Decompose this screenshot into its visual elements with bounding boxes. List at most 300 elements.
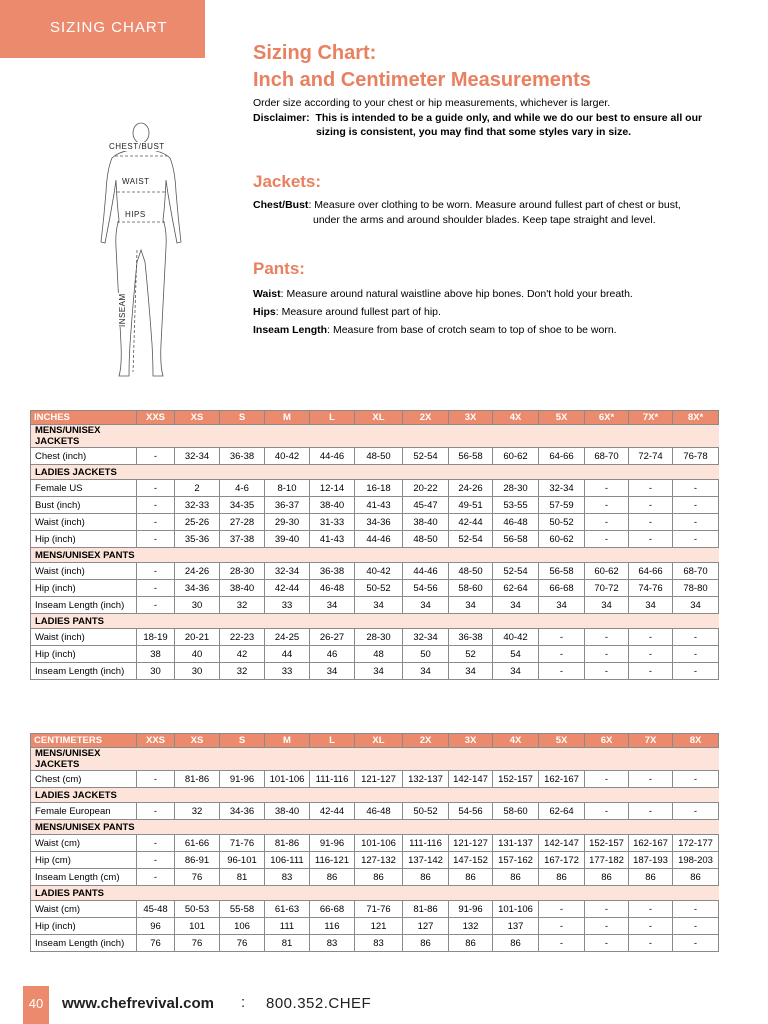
- size-header: 6X*: [585, 411, 629, 425]
- size-cell: 54-56: [449, 803, 493, 820]
- size-cell: 86: [539, 869, 585, 886]
- table-row: [31, 869, 719, 886]
- size-cell: 106-111: [265, 852, 310, 869]
- size-cell: -: [673, 663, 719, 680]
- size-cell: 162-167: [629, 835, 673, 852]
- size-header: XS: [175, 734, 220, 748]
- size-cell: 42-44: [449, 514, 493, 531]
- size-cell: 81-86: [403, 901, 449, 918]
- size-cell: 64-66: [539, 448, 585, 465]
- hips-label: HIPS: [125, 210, 146, 219]
- size-cell: 41-43: [310, 531, 355, 548]
- size-cell: -: [585, 901, 629, 918]
- size-cell: 101-106: [265, 771, 310, 788]
- row-label: Hip (inch): [31, 580, 137, 597]
- row-label: Waist (inch): [31, 563, 137, 580]
- section-row: [31, 614, 719, 629]
- pants-title: Pants:: [253, 259, 305, 278]
- size-cell: 132: [449, 918, 493, 935]
- size-cell: 39-40: [265, 531, 310, 548]
- size-cell: 172-177: [673, 835, 719, 852]
- row-label: Hip (inch): [31, 531, 137, 548]
- size-cell: 101-106: [493, 901, 539, 918]
- section-label: LADIES JACKETS: [31, 788, 137, 803]
- row-label: Waist (cm): [31, 835, 137, 852]
- size-cell: 83: [310, 935, 355, 952]
- size-cell: -: [673, 531, 719, 548]
- website-link[interactable]: www.chefrevival.com: [62, 995, 215, 1012]
- size-cell: 46: [310, 646, 355, 663]
- size-cell: -: [585, 935, 629, 952]
- size-cell: 142-147: [449, 771, 493, 788]
- size-cell: 81: [265, 935, 310, 952]
- size-cell: 28-30: [220, 563, 265, 580]
- section-label: MENS/UNISEX JACKETS: [31, 748, 137, 771]
- body-figure: [95, 122, 187, 384]
- size-cell: 152-157: [585, 835, 629, 852]
- size-cell: 18-19: [137, 629, 175, 646]
- size-cell: 157-162: [493, 852, 539, 869]
- size-cell: -: [629, 480, 673, 497]
- size-header: 7X: [629, 734, 673, 748]
- table-row: [31, 480, 719, 497]
- size-cell: 36-38: [310, 563, 355, 580]
- size-cell: 86: [449, 935, 493, 952]
- size-cell: -: [673, 646, 719, 663]
- section-fill: [137, 425, 719, 448]
- size-header: XL: [355, 734, 403, 748]
- row-label: Hip (inch): [31, 646, 137, 663]
- section-row: [31, 548, 719, 563]
- phone-number: 800.352.CHEF: [266, 995, 372, 1012]
- size-cell: -: [585, 771, 629, 788]
- size-cell: 64-66: [629, 563, 673, 580]
- size-cell: 28-30: [493, 480, 539, 497]
- size-cell: -: [137, 580, 175, 597]
- size-cell: 38-40: [220, 580, 265, 597]
- size-cell: 86: [310, 869, 355, 886]
- size-cell: 131-137: [493, 835, 539, 852]
- size-cell: 34: [355, 597, 403, 614]
- size-cell: 86: [403, 935, 449, 952]
- size-cell: -: [137, 514, 175, 531]
- size-header: 3X: [449, 734, 493, 748]
- size-cell: -: [539, 663, 585, 680]
- size-cell: 96-101: [220, 852, 265, 869]
- size-cell: -: [137, 563, 175, 580]
- size-header: 4X: [493, 734, 539, 748]
- size-header: S: [220, 411, 265, 425]
- size-cell: -: [137, 835, 175, 852]
- size-cell: 26-27: [310, 629, 355, 646]
- size-cell: -: [585, 514, 629, 531]
- page-footer: [0, 986, 768, 1024]
- size-cell: 71-76: [220, 835, 265, 852]
- size-cell: -: [629, 514, 673, 531]
- size-header: 6X: [585, 734, 629, 748]
- size-cell: 86: [673, 869, 719, 886]
- size-cell: -: [629, 531, 673, 548]
- size-cell: 34-35: [220, 497, 265, 514]
- table-row: [31, 497, 719, 514]
- size-cell: 86: [629, 869, 673, 886]
- size-cell: 44-46: [403, 563, 449, 580]
- size-cell: -: [539, 646, 585, 663]
- size-cell: 34: [493, 663, 539, 680]
- size-header: 4X: [493, 411, 539, 425]
- size-cell: 60-62: [493, 448, 539, 465]
- size-cell: 36-38: [449, 629, 493, 646]
- size-cell: 2: [175, 480, 220, 497]
- size-cell: 61-66: [175, 835, 220, 852]
- section-fill: [137, 886, 719, 901]
- size-cell: 68-70: [585, 448, 629, 465]
- size-header: 2X: [403, 734, 449, 748]
- size-cell: -: [673, 771, 719, 788]
- size-header: L: [310, 411, 355, 425]
- size-cell: -: [137, 803, 175, 820]
- table-header-row: [31, 734, 719, 748]
- size-cell: 91-96: [220, 771, 265, 788]
- table-row: [31, 935, 719, 952]
- size-cell: 50-53: [175, 901, 220, 918]
- size-cell: 72-74: [629, 448, 673, 465]
- size-cell: -: [629, 803, 673, 820]
- size-cell: 60-62: [585, 563, 629, 580]
- row-label: Inseam Length (inch): [31, 663, 137, 680]
- inches-size-table: [30, 410, 719, 680]
- table-row: [31, 597, 719, 614]
- size-cell: -: [585, 629, 629, 646]
- section-fill: [137, 820, 719, 835]
- table-row: [31, 771, 719, 788]
- size-cell: 48-50: [355, 448, 403, 465]
- size-cell: 49-51: [449, 497, 493, 514]
- size-cell: 68-70: [673, 563, 719, 580]
- size-cell: 34: [310, 663, 355, 680]
- size-cell: 38-40: [265, 803, 310, 820]
- size-cell: 137-142: [403, 852, 449, 869]
- size-cell: 91-96: [449, 901, 493, 918]
- table-header-row: [31, 411, 719, 425]
- section-label: LADIES JACKETS: [31, 465, 137, 480]
- size-cell: 52-54: [493, 563, 539, 580]
- size-cell: -: [629, 629, 673, 646]
- size-cell: 52: [449, 646, 493, 663]
- size-cell: 81: [220, 869, 265, 886]
- footer-separator: :: [241, 994, 246, 1011]
- size-cell: 34: [449, 597, 493, 614]
- section-row: [31, 820, 719, 835]
- table-row: [31, 803, 719, 820]
- size-cell: 40-42: [265, 448, 310, 465]
- size-cell: 48-50: [403, 531, 449, 548]
- row-label: Female US: [31, 480, 137, 497]
- intro-block: [253, 96, 723, 140]
- size-header: XXS: [137, 734, 175, 748]
- size-cell: 91-96: [310, 835, 355, 852]
- size-cell: 34: [539, 597, 585, 614]
- size-cell: 36-37: [265, 497, 310, 514]
- size-cell: 81-86: [175, 771, 220, 788]
- size-cell: 86: [403, 869, 449, 886]
- size-cell: -: [539, 935, 585, 952]
- section-row: [31, 465, 719, 480]
- waist-text: : Measure around natural waistline above hip bones. Don't hold your breath.: [280, 288, 633, 300]
- size-cell: 198-203: [673, 852, 719, 869]
- size-cell: 12-14: [310, 480, 355, 497]
- size-cell: 32-33: [175, 497, 220, 514]
- size-cell: -: [539, 918, 585, 935]
- size-cell: 24-26: [449, 480, 493, 497]
- size-cell: 34: [310, 597, 355, 614]
- centimeters-size-table: [30, 733, 719, 952]
- section-fill: [137, 465, 719, 480]
- size-cell: 52-54: [449, 531, 493, 548]
- section-tab-label: SIZING CHART: [50, 19, 168, 36]
- size-header: S: [220, 734, 265, 748]
- size-cell: 142-147: [539, 835, 585, 852]
- chest-bust-label: CHEST/BUST: [109, 142, 165, 151]
- pants-description: [253, 285, 723, 339]
- size-cell: 86-91: [175, 852, 220, 869]
- size-header: 7X*: [629, 411, 673, 425]
- table-row: [31, 580, 719, 597]
- row-label: Chest (inch): [31, 448, 137, 465]
- size-cell: 50-52: [539, 514, 585, 531]
- size-header: L: [310, 734, 355, 748]
- row-label: Inseam Length (cm): [31, 869, 137, 886]
- table-row: [31, 629, 719, 646]
- size-cell: 57-59: [539, 497, 585, 514]
- size-cell: 101: [175, 918, 220, 935]
- size-cell: 30: [175, 663, 220, 680]
- row-label: Inseam Length (inch): [31, 935, 137, 952]
- size-cell: 34: [629, 597, 673, 614]
- size-cell: 187-193: [629, 852, 673, 869]
- size-cell: 41-43: [355, 497, 403, 514]
- size-cell: 86: [355, 869, 403, 886]
- size-header: 3X: [449, 411, 493, 425]
- size-cell: 76: [175, 869, 220, 886]
- size-cell: 34-36: [355, 514, 403, 531]
- size-cell: -: [629, 646, 673, 663]
- size-cell: 76: [175, 935, 220, 952]
- size-cell: 34: [449, 663, 493, 680]
- size-cell: -: [137, 771, 175, 788]
- size-cell: 56-58: [539, 563, 585, 580]
- size-cell: 48: [355, 646, 403, 663]
- size-cell: -: [673, 901, 719, 918]
- disclaimer-line2: sizing is consistent, you may find that some styles vary in size.: [316, 126, 632, 138]
- size-cell: 4-6: [220, 480, 265, 497]
- size-cell: 40-42: [493, 629, 539, 646]
- size-cell: -: [585, 531, 629, 548]
- size-cell: 42-44: [265, 580, 310, 597]
- section-row: [31, 886, 719, 901]
- size-header: M: [265, 734, 310, 748]
- size-cell: 54-56: [403, 580, 449, 597]
- size-cell: 116: [310, 918, 355, 935]
- size-header: 8X*: [673, 411, 719, 425]
- size-cell: 111-116: [403, 835, 449, 852]
- size-cell: 38-40: [403, 514, 449, 531]
- size-cell: 50-52: [403, 803, 449, 820]
- size-cell: 24-25: [265, 629, 310, 646]
- size-cell: -: [629, 918, 673, 935]
- size-cell: 55-58: [220, 901, 265, 918]
- size-cell: 83: [355, 935, 403, 952]
- size-cell: 66-68: [539, 580, 585, 597]
- size-cell: -: [673, 497, 719, 514]
- size-cell: 28-30: [355, 629, 403, 646]
- size-cell: -: [137, 869, 175, 886]
- size-cell: 177-182: [585, 852, 629, 869]
- size-cell: 86: [449, 869, 493, 886]
- header-label: CENTIMETERS: [31, 734, 137, 748]
- size-cell: -: [137, 597, 175, 614]
- table-row: [31, 531, 719, 548]
- row-label: Inseam Length (inch): [31, 597, 137, 614]
- waist-label: WAIST: [122, 177, 150, 186]
- section-label: LADIES PANTS: [31, 886, 137, 901]
- size-cell: -: [585, 918, 629, 935]
- size-cell: 66-68: [310, 901, 355, 918]
- size-header: M: [265, 411, 310, 425]
- size-cell: 34-36: [175, 580, 220, 597]
- size-cell: 62-64: [539, 803, 585, 820]
- size-cell: 44: [265, 646, 310, 663]
- inseam-text: : Measure from base of crotch seam to top of shoe to be worn.: [327, 324, 617, 336]
- size-header: 5X: [539, 734, 585, 748]
- section-fill: [137, 614, 719, 629]
- section-label: LADIES PANTS: [31, 614, 137, 629]
- size-cell: 44-46: [310, 448, 355, 465]
- jackets-title: Jackets:: [253, 172, 322, 191]
- page-title-line1: Sizing Chart:: [253, 42, 377, 64]
- inseam-label: INSEAM: [118, 293, 127, 327]
- size-cell: 61-63: [265, 901, 310, 918]
- size-cell: 86: [493, 869, 539, 886]
- page-title-line2: Inch and Centimeter Measurements: [253, 69, 591, 91]
- size-cell: -: [629, 771, 673, 788]
- row-label: Hip (cm): [31, 852, 137, 869]
- jackets-line2: under the arms and around shoulder blades. Keep tape straight and level.: [313, 213, 656, 226]
- size-cell: 20-22: [403, 480, 449, 497]
- size-cell: 86: [493, 935, 539, 952]
- size-cell: -: [539, 901, 585, 918]
- hips-term: Hips: [253, 306, 276, 318]
- size-cell: 40: [175, 646, 220, 663]
- jackets-line1: : Measure over clothing to be worn. Measure around fullest part of chest or bust,: [308, 199, 681, 211]
- size-cell: 53-55: [493, 497, 539, 514]
- size-cell: -: [585, 497, 629, 514]
- row-label: Waist (inch): [31, 629, 137, 646]
- size-cell: 30: [175, 597, 220, 614]
- size-cell: -: [629, 901, 673, 918]
- size-cell: 58-60: [493, 803, 539, 820]
- section-tab: [0, 0, 205, 58]
- size-cell: 30: [137, 663, 175, 680]
- size-cell: 60-62: [539, 531, 585, 548]
- hips-text: : Measure around fullest part of hip.: [275, 306, 441, 318]
- size-cell: 78-80: [673, 580, 719, 597]
- size-cell: -: [137, 448, 175, 465]
- table-row: [31, 852, 719, 869]
- size-cell: 132-137: [403, 771, 449, 788]
- table-row: [31, 514, 719, 531]
- row-label: Female European: [31, 803, 137, 820]
- size-cell: 106: [220, 918, 265, 935]
- size-cell: 50-52: [355, 580, 403, 597]
- size-cell: 34: [403, 597, 449, 614]
- size-cell: 58-60: [449, 580, 493, 597]
- size-cell: 8-10: [265, 480, 310, 497]
- body-outline-icon: [95, 122, 187, 384]
- size-cell: -: [585, 663, 629, 680]
- size-cell: 33: [265, 597, 310, 614]
- size-cell: 127-132: [355, 852, 403, 869]
- size-cell: -: [673, 918, 719, 935]
- size-cell: 37-38: [220, 531, 265, 548]
- table-row: [31, 663, 719, 680]
- size-cell: 42: [220, 646, 265, 663]
- size-cell: 54: [493, 646, 539, 663]
- size-cell: 147-152: [449, 852, 493, 869]
- size-header: 5X: [539, 411, 585, 425]
- size-cell: 35-36: [175, 531, 220, 548]
- size-cell: 46-48: [310, 580, 355, 597]
- size-header: 8X: [673, 734, 719, 748]
- section-fill: [137, 548, 719, 563]
- table-row: [31, 448, 719, 465]
- size-cell: 162-167: [539, 771, 585, 788]
- size-cell: 32: [175, 803, 220, 820]
- size-cell: -: [673, 514, 719, 531]
- size-cell: 34: [403, 663, 449, 680]
- size-cell: -: [629, 663, 673, 680]
- size-cell: 74-76: [629, 580, 673, 597]
- size-cell: 36-38: [220, 448, 265, 465]
- table-row: [31, 901, 719, 918]
- size-cell: 32: [220, 663, 265, 680]
- row-label: Bust (inch): [31, 497, 137, 514]
- size-cell: 127: [403, 918, 449, 935]
- table-row: [31, 646, 719, 663]
- section-row: [31, 788, 719, 803]
- size-cell: -: [673, 629, 719, 646]
- table-row: [31, 563, 719, 580]
- size-cell: 116-121: [310, 852, 355, 869]
- size-cell: 76: [137, 935, 175, 952]
- size-cell: 96: [137, 918, 175, 935]
- size-cell: 76: [220, 935, 265, 952]
- size-cell: -: [629, 497, 673, 514]
- waist-term: Waist: [253, 288, 281, 300]
- size-cell: 38-40: [310, 497, 355, 514]
- row-label: Waist (inch): [31, 514, 137, 531]
- size-cell: -: [673, 803, 719, 820]
- section-row: [31, 748, 719, 771]
- size-cell: 16-18: [355, 480, 403, 497]
- size-cell: 32-34: [539, 480, 585, 497]
- table-row: [31, 835, 719, 852]
- size-cell: -: [585, 646, 629, 663]
- row-label: Chest (cm): [31, 771, 137, 788]
- size-cell: 50: [403, 646, 449, 663]
- size-cell: 33: [265, 663, 310, 680]
- size-cell: 121: [355, 918, 403, 935]
